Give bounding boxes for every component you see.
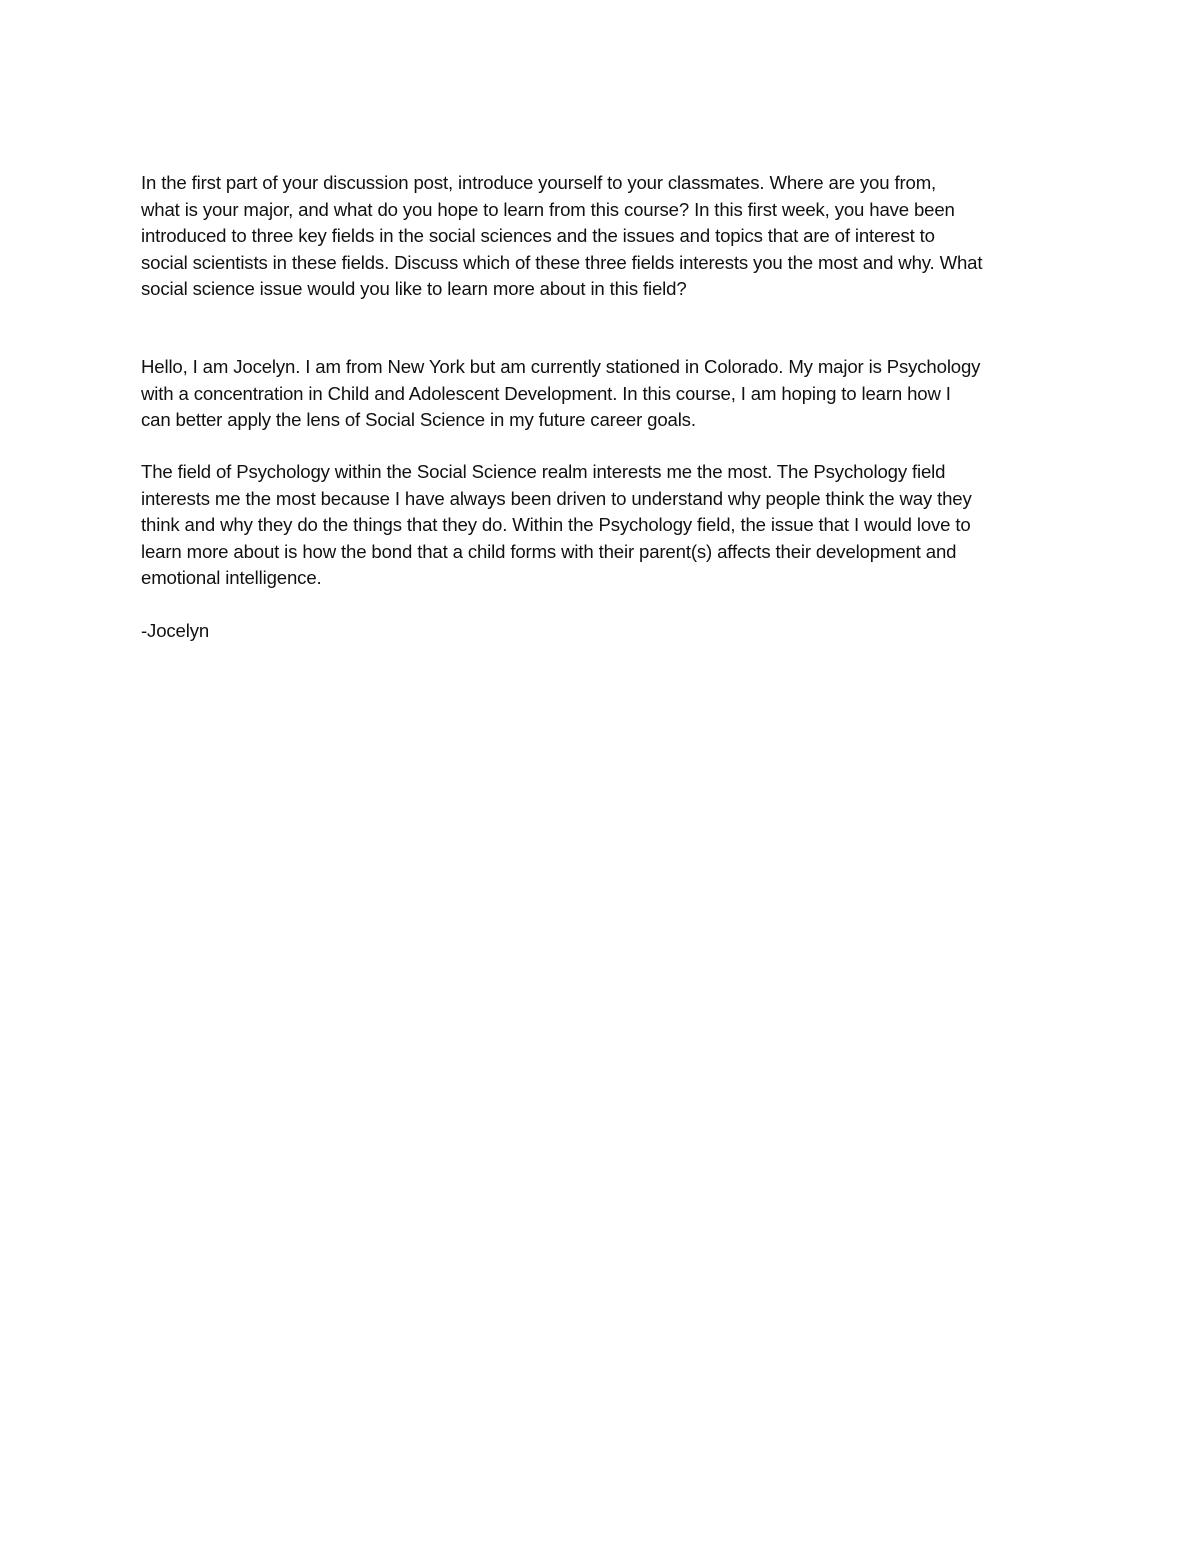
signature-signoff [141,618,1066,645]
signoff-text: -Jocelyn [141,620,210,641]
field-line: think and why they do the things that they do. Within the Psychology field, the issue that I would love to [141,514,971,535]
prompt-line: social scientists in these fields. Discuss which of these three fields interests you the most and why. What [141,251,983,273]
intro-line: Hello, I am Jocelyn. I am from New York but am currently stationed in Colorado. My major is Psychology [141,356,981,377]
field-line: learn more about is how the bond that a child forms with their parent(s) affects their development and [141,540,957,562]
prompt-line: social science issue would you like to learn more about in this field? [141,278,687,299]
intro-line: can better apply the lens of Social Science in my future career goals. [141,409,696,430]
discussion-prompt-paragraph [141,170,1066,303]
field-line: The field of Psychology within the Social Science realm interests me the most. The Psychology field [141,461,946,482]
prompt-line: what is your major, and what do you hope to learn from this course? In this first week, you have been [141,198,955,220]
prompt-line: In the first part of your discussion post, introduce yourself to your classmates. Where are you from, [141,172,937,193]
field-line: emotional intelligence. [141,567,322,588]
field-line: interests me the most because I have always been driven to understand why people think the way they [141,487,972,509]
field-interest-paragraph [141,459,1066,592]
prompt-line: introduced to three key fields in the social sciences and the issues and topics that are of interest to [141,225,935,246]
introduction-paragraph [141,354,1066,434]
intro-line: with a concentration in Child and Adolescent Development. In this course, I am hoping to learn how I [141,382,951,404]
